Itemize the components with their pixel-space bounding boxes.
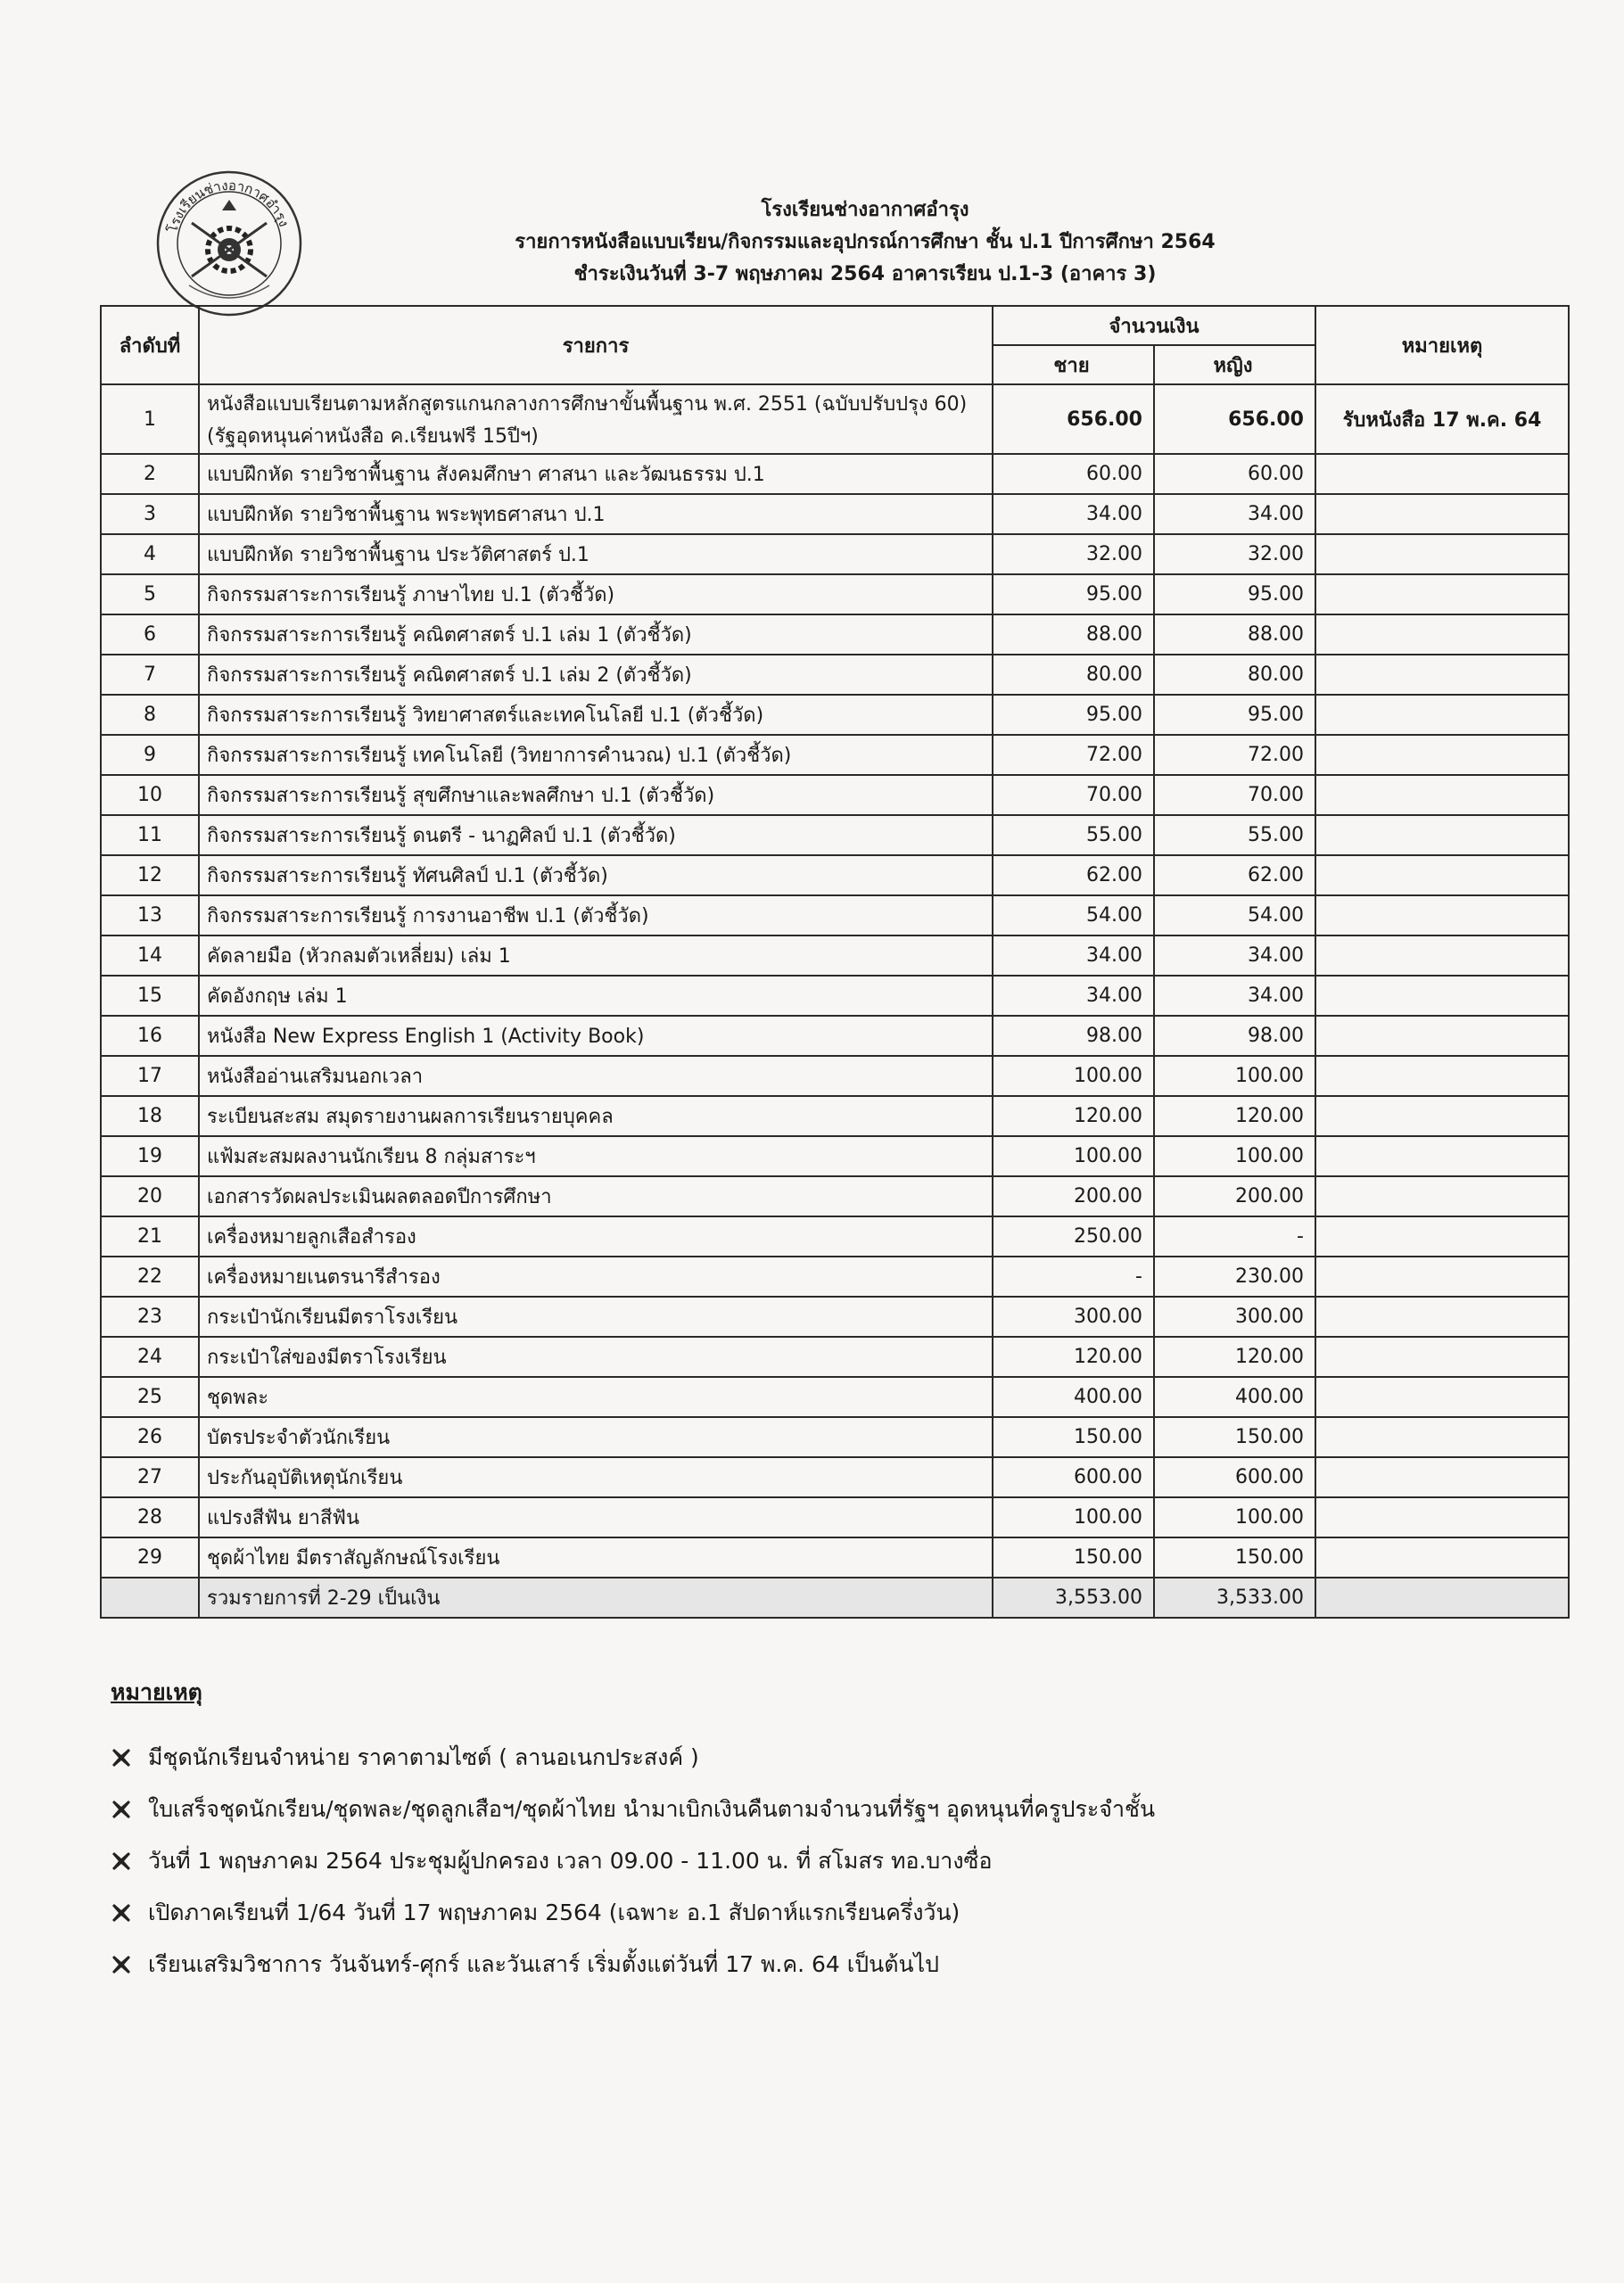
row-male-amount: 100.00 (993, 1497, 1154, 1537)
row-male-amount: 34.00 (993, 935, 1154, 976)
row-female-amount: 32.00 (1154, 534, 1315, 574)
row-note (1315, 1176, 1569, 1216)
row-note (1315, 855, 1569, 895)
remark-item (111, 1835, 1537, 1887)
table-row (101, 1176, 1569, 1216)
row-item: กิจกรรมสาระการเรียนรู้ คณิตศาสตร์ ป.1 เล่ม 2 (ตัวชี้วัด) (199, 655, 993, 695)
row-no: 18 (101, 1096, 199, 1136)
row-female-amount: 34.00 (1154, 494, 1315, 534)
total-note (1315, 1578, 1569, 1618)
row-item: หนังสืออ่านเสริมนอกเวลา (199, 1056, 993, 1096)
row-item: แบบฝึกหัด รายวิชาพื้นฐาน ประวัติศาสตร์ ป.1 (199, 534, 993, 574)
row-no: 12 (101, 855, 199, 895)
row-no: 7 (101, 655, 199, 695)
row-item: กิจกรรมสาระการเรียนรู้ คณิตศาสตร์ ป.1 เล่ม 1 (ตัวชี้วัด) (199, 614, 993, 655)
row-item: กิจกรรมสาระการเรียนรู้ เทคโนโลยี (วิทยาการคำนวณ) ป.1 (ตัวชี้วัด) (199, 735, 993, 775)
row-male-amount: 95.00 (993, 695, 1154, 735)
remark-text: ใบเสร็จชุดนักเรียน/ชุดพละ/ชุดลูกเสือฯ/ชุดผ้าไทย นำมาเบิกเงินคืนตามจำนวนที่รัฐฯ อุดหนุนที่ครูประจำชั้น (148, 1796, 1156, 1822)
row-no: 21 (101, 1216, 199, 1257)
row-note (1315, 1377, 1569, 1417)
row-item: กิจกรรมสาระการเรียนรู้ ทัศนศิลป์ ป.1 (ตัวชี้วัด) (199, 855, 993, 895)
row-item: คัดอังกฤษ เล่ม 1 (199, 976, 993, 1016)
maltese-cross-icon (111, 1902, 132, 1924)
row-note (1315, 1056, 1569, 1096)
table-row (101, 1056, 1569, 1096)
row-item: กระเป๋านักเรียนมีตราโรงเรียน (199, 1297, 993, 1337)
row-item: กิจกรรมสาระการเรียนรู้ ภาษาไทย ป.1 (ตัวชี้วัด) (199, 574, 993, 614)
row-female-amount: 400.00 (1154, 1377, 1315, 1417)
row-note (1315, 1417, 1569, 1457)
table-row (101, 1257, 1569, 1297)
row-no: 3 (101, 494, 199, 534)
header-note: หมายเหตุ (1315, 306, 1569, 384)
row-note (1315, 775, 1569, 815)
row-male-amount: 200.00 (993, 1176, 1154, 1216)
row-female-amount: 600.00 (1154, 1457, 1315, 1497)
row-no: 5 (101, 574, 199, 614)
row-no: 29 (101, 1537, 199, 1578)
row-no: 15 (101, 976, 199, 1016)
row-item: หนังสือ New Express English 1 (Activity Book) (199, 1016, 993, 1056)
row-female-amount: 656.00 (1154, 384, 1315, 454)
maltese-cross-icon (111, 1799, 132, 1820)
row-note (1315, 1457, 1569, 1497)
school-seal-logo (153, 168, 305, 319)
maltese-cross-icon (111, 1954, 132, 1975)
table-row (101, 775, 1569, 815)
row-no: 2 (101, 454, 199, 494)
row-female-amount: 100.00 (1154, 1136, 1315, 1176)
remark-item (111, 1939, 1537, 1990)
row-female-amount: 34.00 (1154, 976, 1315, 1016)
row-note (1315, 574, 1569, 614)
row-female-amount: 95.00 (1154, 695, 1315, 735)
header-item: รายการ (199, 306, 993, 384)
row-male-amount: 88.00 (993, 614, 1154, 655)
row-item: เครื่องหมายเนตรนารีสำรอง (199, 1257, 993, 1297)
row-item: แบบฝึกหัด รายวิชาพื้นฐาน พระพุทธศาสนา ป.1 (199, 494, 993, 534)
row-no: 13 (101, 895, 199, 935)
row-no: 20 (101, 1176, 199, 1216)
row-no: 17 (101, 1056, 199, 1096)
row-male-amount: 55.00 (993, 815, 1154, 855)
row-note (1315, 735, 1569, 775)
table-row (101, 655, 1569, 695)
table-row (101, 494, 1569, 534)
remark-item (111, 1732, 1537, 1784)
row-note (1315, 1497, 1569, 1537)
row-item: ระเบียนสะสม สมุดรายงานผลการเรียนรายบุคคล (199, 1096, 993, 1136)
row-no: 10 (101, 775, 199, 815)
remark-text: วันที่ 1 พฤษภาคม 2564 ประชุมผู้ปกครอง เวลา 09.00 - 11.00 น. ที่ สโมสร ทอ.บางซื่อ (148, 1848, 993, 1874)
remark-text: เรียนเสริมวิชาการ วันจันทร์-ศุกร์ และวันเสาร์ เริ่มตั้งแต่วันที่ 17 พ.ค. 64 เป็นต้นไป (148, 1951, 940, 1977)
table-row (101, 1297, 1569, 1337)
row-male-amount: 120.00 (993, 1096, 1154, 1136)
row-male-amount: 100.00 (993, 1056, 1154, 1096)
row-note (1315, 1537, 1569, 1578)
table-row (101, 454, 1569, 494)
table-row (101, 1337, 1569, 1377)
header-amount: จำนวนเงิน (993, 306, 1315, 345)
row-male-amount: 80.00 (993, 655, 1154, 695)
table-row (101, 1377, 1569, 1417)
maltese-cross-icon (111, 1747, 132, 1768)
row-item-line2: (รัฐอุดหนุนค่าหนังสือ ค.เรียนฟรี 15ปีฯ) (207, 425, 539, 448)
row-item (199, 384, 993, 454)
row-item: ประกันอุบัติเหตุนักเรียน (199, 1457, 993, 1497)
row-female-amount: 62.00 (1154, 855, 1315, 895)
table-row (101, 855, 1569, 895)
row-item: แฟ้มสะสมผลงานนักเรียน 8 กลุ่มสาระฯ (199, 1136, 993, 1176)
row-male-amount: 300.00 (993, 1297, 1154, 1337)
row-note (1315, 695, 1569, 735)
table-row (101, 384, 1569, 454)
row-female-amount: 72.00 (1154, 735, 1315, 775)
row-female-amount: 54.00 (1154, 895, 1315, 935)
table-row (101, 1537, 1569, 1578)
row-note (1315, 1297, 1569, 1337)
row-no: 19 (101, 1136, 199, 1176)
row-note (1315, 1216, 1569, 1257)
row-note (1315, 655, 1569, 695)
row-female-amount: 100.00 (1154, 1497, 1315, 1537)
row-note (1315, 895, 1569, 935)
table-row (101, 574, 1569, 614)
row-note (1315, 976, 1569, 1016)
row-item: ชุดพละ (199, 1377, 993, 1417)
table-row (101, 1216, 1569, 1257)
total-no (101, 1578, 199, 1618)
row-male-amount: 62.00 (993, 855, 1154, 895)
row-male-amount: 60.00 (993, 454, 1154, 494)
row-male-amount: 150.00 (993, 1417, 1154, 1457)
remark-item (111, 1887, 1537, 1939)
row-no: 14 (101, 935, 199, 976)
row-item-line1: หนังสือแบบเรียนตามหลักสูตรแกนกลางการศึกษาขั้นพื้นฐาน พ.ศ. 2551 (ฉบับปรับปรุง 60) (207, 393, 968, 416)
row-female-amount: 200.00 (1154, 1176, 1315, 1216)
header-no: ลำดับที่ (101, 306, 199, 384)
table-row (101, 895, 1569, 935)
row-male-amount: 656.00 (993, 384, 1154, 454)
row-no: 27 (101, 1457, 199, 1497)
row-note (1315, 534, 1569, 574)
row-female-amount: 34.00 (1154, 935, 1315, 976)
row-male-amount: 150.00 (993, 1537, 1154, 1578)
row-no: 8 (101, 695, 199, 735)
row-male-amount: 95.00 (993, 574, 1154, 614)
remark-item (111, 1784, 1537, 1835)
table-row (101, 1016, 1569, 1056)
document-title: รายการหนังสือแบบเรียน/กิจกรรมและอุปกรณ์การศึกษา ชั้น ป.1 ปีการศึกษา 2564 (515, 231, 1216, 253)
row-item: กิจกรรมสาระการเรียนรู้ วิทยาศาสตร์และเทคโนโลยี ป.1 (ตัวชี้วัด) (199, 695, 993, 735)
row-male-amount: 250.00 (993, 1216, 1154, 1257)
row-male-amount: 100.00 (993, 1136, 1154, 1176)
row-item: เอกสารวัดผลประเมินผลตลอดปีการศึกษา (199, 1176, 993, 1216)
header-female: หญิง (1154, 345, 1315, 384)
row-item: กิจกรรมสาระการเรียนรู้ ดนตรี - นาฏศิลป์ ป.1 (ตัวชี้วัด) (199, 815, 993, 855)
remarks-section (111, 1675, 1537, 1990)
row-no: 23 (101, 1297, 199, 1337)
row-note (1315, 935, 1569, 976)
row-item: บัตรประจำตัวนักเรียน (199, 1417, 993, 1457)
school-name: โรงเรียนช่างอากาศอำรุง (761, 199, 969, 221)
row-item: แบบฝึกหัด รายวิชาพื้นฐาน สังคมศึกษา ศาสนา และวัฒนธรรม ป.1 (199, 454, 993, 494)
row-female-amount: 150.00 (1154, 1537, 1315, 1578)
row-female-amount: 300.00 (1154, 1297, 1315, 1337)
table-row (101, 614, 1569, 655)
row-no: 1 (101, 384, 199, 454)
seal-ring-text: โรงเรียนช่างอากาศอำรุง (164, 177, 293, 235)
table-row (101, 1096, 1569, 1136)
row-no: 25 (101, 1377, 199, 1417)
total-female: 3,533.00 (1154, 1578, 1315, 1618)
row-female-amount: 100.00 (1154, 1056, 1315, 1096)
row-female-amount: 70.00 (1154, 775, 1315, 815)
remark-text: เปิดภาคเรียนที่ 1/64 วันที่ 17 พฤษภาคม 2564 (เฉพาะ อ.1 สัปดาห์แรกเรียนครึ่งวัน) (148, 1900, 960, 1925)
table-row (101, 815, 1569, 855)
row-item: แปรงสีฟัน ยาสีฟัน (199, 1497, 993, 1537)
row-item: กระเป๋าใส่ของมีตราโรงเรียน (199, 1337, 993, 1377)
row-item: กิจกรรมสาระการเรียนรู้ การงานอาชีพ ป.1 (ตัวชี้วัด) (199, 895, 993, 935)
row-male-amount: 32.00 (993, 534, 1154, 574)
row-female-amount: - (1154, 1216, 1315, 1257)
row-male-amount: 120.00 (993, 1337, 1154, 1377)
remarks-list (111, 1732, 1537, 1990)
row-item: คัดลายมือ (หัวกลมตัวเหลี่ยม) เล่ม 1 (199, 935, 993, 976)
row-no: 26 (101, 1417, 199, 1457)
row-no: 4 (101, 534, 199, 574)
row-male-amount: 54.00 (993, 895, 1154, 935)
payment-info: ชำระเงินวันที่ 3-7 พฤษภาคม 2564 อาคารเรียน ป.1-3 (อาคาร 3) (573, 263, 1157, 285)
table-row (101, 976, 1569, 1016)
row-note: รับหนังสือ 17 พ.ค. 64 (1315, 384, 1569, 454)
row-item: เครื่องหมายลูกเสือสำรอง (199, 1216, 993, 1257)
table-row (101, 1497, 1569, 1537)
remark-text: มีชุดนักเรียนจำหน่าย ราคาตามไซต์ ( ลานอเนกประสงค์ ) (148, 1744, 699, 1770)
total-row (101, 1578, 1569, 1618)
row-male-amount: 34.00 (993, 976, 1154, 1016)
row-note (1315, 1136, 1569, 1176)
row-item: กิจกรรมสาระการเรียนรู้ สุขศึกษาและพลศึกษา ป.1 (ตัวชี้วัด) (199, 775, 993, 815)
row-note (1315, 1016, 1569, 1056)
row-female-amount: 120.00 (1154, 1096, 1315, 1136)
row-no: 28 (101, 1497, 199, 1537)
table-row (101, 695, 1569, 735)
row-female-amount: 80.00 (1154, 655, 1315, 695)
row-male-amount: 600.00 (993, 1457, 1154, 1497)
row-note (1315, 494, 1569, 534)
row-note (1315, 1257, 1569, 1297)
remarks-title: หมายเหตุ (111, 1679, 202, 1705)
row-no: 22 (101, 1257, 199, 1297)
row-female-amount: 230.00 (1154, 1257, 1315, 1297)
maltese-cross-icon (111, 1850, 132, 1872)
row-female-amount: 55.00 (1154, 815, 1315, 855)
total-male: 3,553.00 (993, 1578, 1154, 1618)
row-note (1315, 1096, 1569, 1136)
row-female-amount: 150.00 (1154, 1417, 1315, 1457)
row-female-amount: 88.00 (1154, 614, 1315, 655)
table-row (101, 935, 1569, 976)
header-male: ชาย (993, 345, 1154, 384)
row-female-amount: 120.00 (1154, 1337, 1315, 1377)
row-male-amount: 34.00 (993, 494, 1154, 534)
row-no: 6 (101, 614, 199, 655)
table-row (101, 1417, 1569, 1457)
total-label: รวมรายการที่ 2-29 เป็นเงิน (199, 1578, 993, 1618)
row-note (1315, 1337, 1569, 1377)
row-male-amount: 72.00 (993, 735, 1154, 775)
table-row (101, 534, 1569, 574)
row-no: 9 (101, 735, 199, 775)
row-item: ชุดผ้าไทย มีตราสัญลักษณ์โรงเรียน (199, 1537, 993, 1578)
row-male-amount: - (993, 1257, 1154, 1297)
items-table (100, 305, 1570, 1619)
row-note (1315, 815, 1569, 855)
row-no: 16 (101, 1016, 199, 1056)
table-row (101, 1457, 1569, 1497)
table-row (101, 1136, 1569, 1176)
row-no: 11 (101, 815, 199, 855)
row-female-amount: 60.00 (1154, 454, 1315, 494)
row-note (1315, 454, 1569, 494)
document-header (375, 194, 1356, 291)
row-no: 24 (101, 1337, 199, 1377)
row-male-amount: 98.00 (993, 1016, 1154, 1056)
row-female-amount: 95.00 (1154, 574, 1315, 614)
row-male-amount: 400.00 (993, 1377, 1154, 1417)
row-male-amount: 70.00 (993, 775, 1154, 815)
row-note (1315, 614, 1569, 655)
row-female-amount: 98.00 (1154, 1016, 1315, 1056)
table-row (101, 735, 1569, 775)
